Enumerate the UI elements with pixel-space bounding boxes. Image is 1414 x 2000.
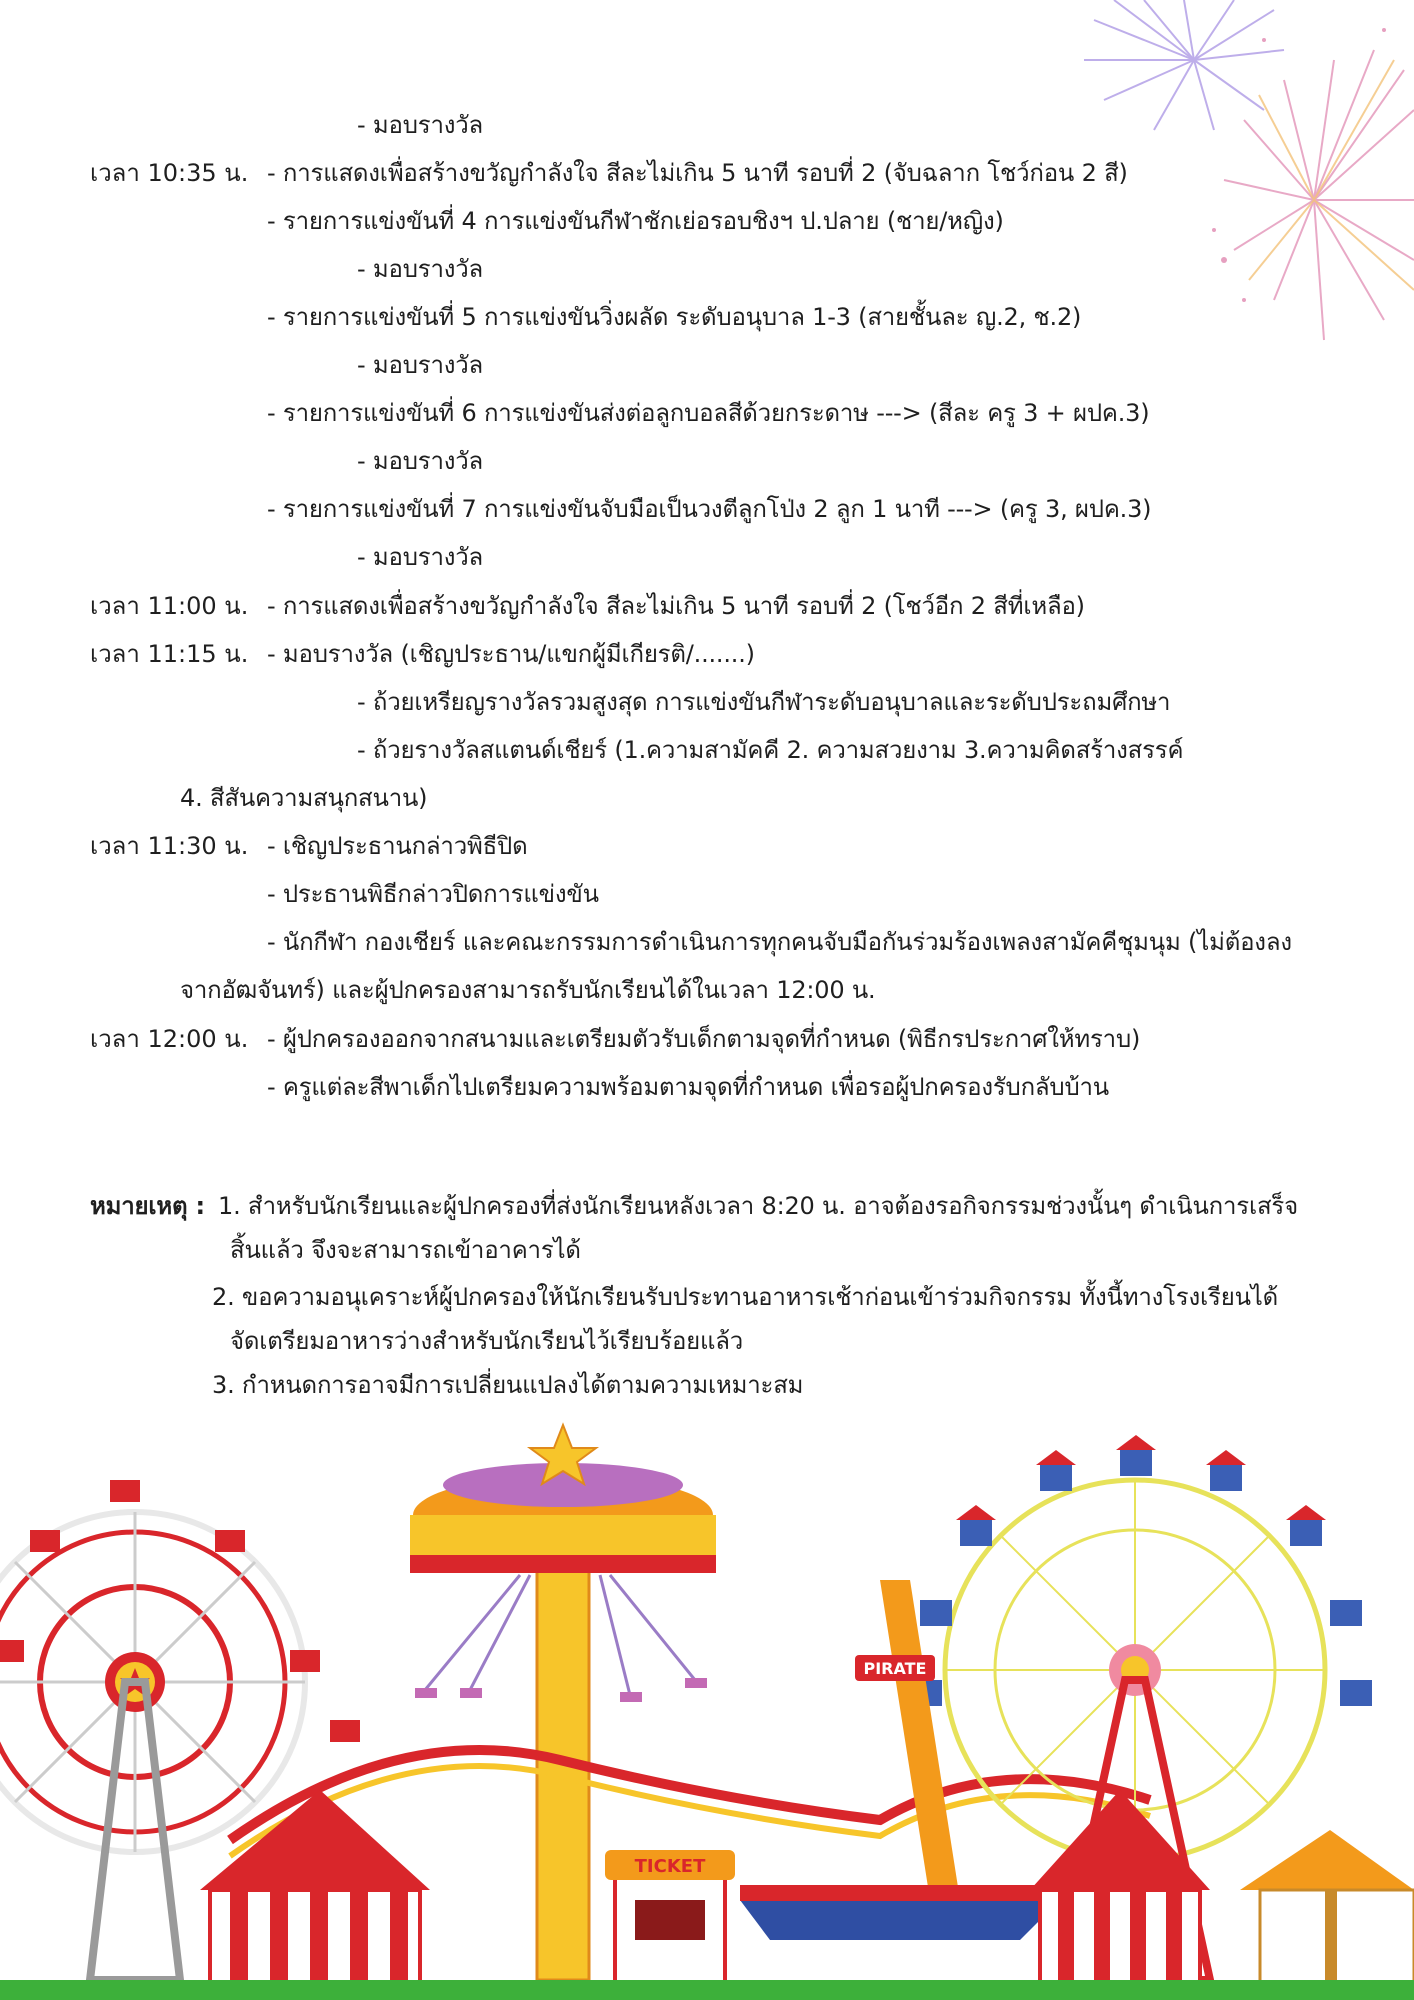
schedule-line: - รายการแข่งขันที่ 7 การแข่งขันจับมือเป็นวงตีลูกโป่ง 2 ลูก 1 นาที ---> (ครู 3, ผปค.3) bbox=[267, 495, 1152, 523]
time-label: เวลา 11:15 น. bbox=[90, 640, 249, 668]
schedule-line: จากอัฒจันทร์) และผู้ปกครองสามารถรับนักเรียนได้ในเวลา 12:00 น. bbox=[180, 976, 876, 1004]
time-label: เวลา 11:30 น. bbox=[90, 832, 249, 860]
schedule-line: - มอบรางวัล (เชิญประธาน/แขกผู้มีเกียรติ/.......) bbox=[267, 640, 755, 668]
note-item: สิ้นแล้ว จึงจะสามารถเข้าอาคารได้ bbox=[230, 1236, 581, 1264]
schedule-line: - มอบรางวัล bbox=[357, 447, 484, 475]
pirate-sign: PIRATE bbox=[863, 1659, 927, 1678]
carnival-illustration bbox=[0, 1420, 1414, 2000]
schedule-line: 4. สีสันความสนุกสนาน) bbox=[180, 784, 428, 812]
carousel bbox=[1240, 1830, 1414, 2000]
schedule-line: - นักกีฬา กองเชียร์ และคณะกรรมการดำเนินการทุกคนจับมือกันร่วมร้องเพลงสามัคคีชุมนุม (ไม่ต้องลง bbox=[267, 928, 1292, 956]
schedule-line: - มอบรางวัล bbox=[357, 543, 484, 571]
pirate-ship bbox=[740, 1580, 1060, 1940]
time-label: เวลา 11:00 น. bbox=[90, 592, 249, 620]
schedule-line: - การแสดงเพื่อสร้างขวัญกำลังใจ สีละไม่เกิน 5 นาที รอบที่ 2 (โชว์อีก 2 สีที่เหลือ) bbox=[267, 592, 1085, 620]
grass-strip bbox=[0, 1980, 1414, 2000]
schedule-line: - ผู้ปกครองออกจากสนามและเตรียมตัวรับเด็กตามจุดที่กำหนด (พิธีกรประกาศให้ทราบ) bbox=[267, 1025, 1141, 1053]
time-label: เวลา 12:00 น. bbox=[90, 1025, 249, 1053]
schedule-line: - รายการแข่งขันที่ 5 การแข่งขันวิ่งผลัด ระดับอนุบาล 1-3 (สายชั้นละ ญ.2, ช.2) bbox=[267, 303, 1082, 331]
note-item: 3. กำหนดการอาจมีการเปลี่ยนแปลงได้ตามความเหมาะสม bbox=[212, 1371, 804, 1399]
fireworks-decoration bbox=[1084, 0, 1414, 350]
schedule-line: - ประธานพิธีกล่าวปิดการแข่งขัน bbox=[267, 880, 599, 908]
schedule-line: - เชิญประธานกล่าวพิธีปิด bbox=[267, 832, 528, 860]
schedule-line: - รายการแข่งขันที่ 4 การแข่งขันกีฬาชักเย่อรอบชิงฯ ป.ปลาย (ชาย/หญิง) bbox=[267, 207, 1004, 235]
schedule-line: - รายการแข่งขันที่ 6 การแข่งขันส่งต่อลูกบอลสีด้วยกระดาษ ---> (สีละ ครู 3 + ผปค.3) bbox=[267, 399, 1150, 427]
time-label: เวลา 10:35 น. bbox=[90, 159, 249, 187]
schedule-line: - ถ้วยรางวัลสแตนด์เชียร์ (1.ความสามัคคี 2. ความสวยงาม 3.ความคิดสร้างสรรค์ bbox=[357, 736, 1184, 764]
schedule-line: - ถ้วยเหรียญรางวัลรวมสูงสุด การแข่งขันกีฬาระดับอนุบาลและระดับประถมศึกษา bbox=[357, 688, 1171, 716]
note-item: 1. สำหรับนักเรียนและผู้ปกครองที่ส่งนักเรียนหลังเวลา 8:20 น. อาจต้องรอกิจกรรมช่วงนั้นๆ ดำเนินการเสร็จ bbox=[218, 1192, 1298, 1220]
notes-label: หมายเหตุ : bbox=[90, 1192, 205, 1220]
note-item: จัดเตรียมอาหารว่างสำหรับนักเรียนไว้เรียบร้อยแล้ว bbox=[230, 1327, 744, 1355]
schedule-line: - มอบรางวัล bbox=[357, 255, 484, 283]
schedule-line: - ครูแต่ละสีพาเด็กไปเตรียมความพร้อมตามจุดที่กำหนด เพื่อรอผู้ปกครองรับกลับบ้าน bbox=[267, 1073, 1109, 1101]
circus-tent-right bbox=[1030, 1790, 1210, 2000]
schedule-line: - มอบรางวัล bbox=[357, 351, 484, 379]
ticket-booth bbox=[605, 1850, 735, 2000]
schedule-line: - มอบรางวัล bbox=[357, 111, 484, 139]
ticket-sign: TICKET bbox=[634, 1856, 706, 1877]
schedule-line: - การแสดงเพื่อสร้างขวัญกำลังใจ สีละไม่เกิน 5 นาที รอบที่ 2 (จับฉลาก โชว์ก่อน 2 สี) bbox=[267, 159, 1128, 187]
note-item: 2. ขอความอนุเคราะห์ผู้ปกครองให้นักเรียนรับประทานอาหารเช้าก่อนเข้าร่วมกิจกรรม ทั้งนี้ทางโรงเรียนได้ bbox=[212, 1283, 1279, 1311]
